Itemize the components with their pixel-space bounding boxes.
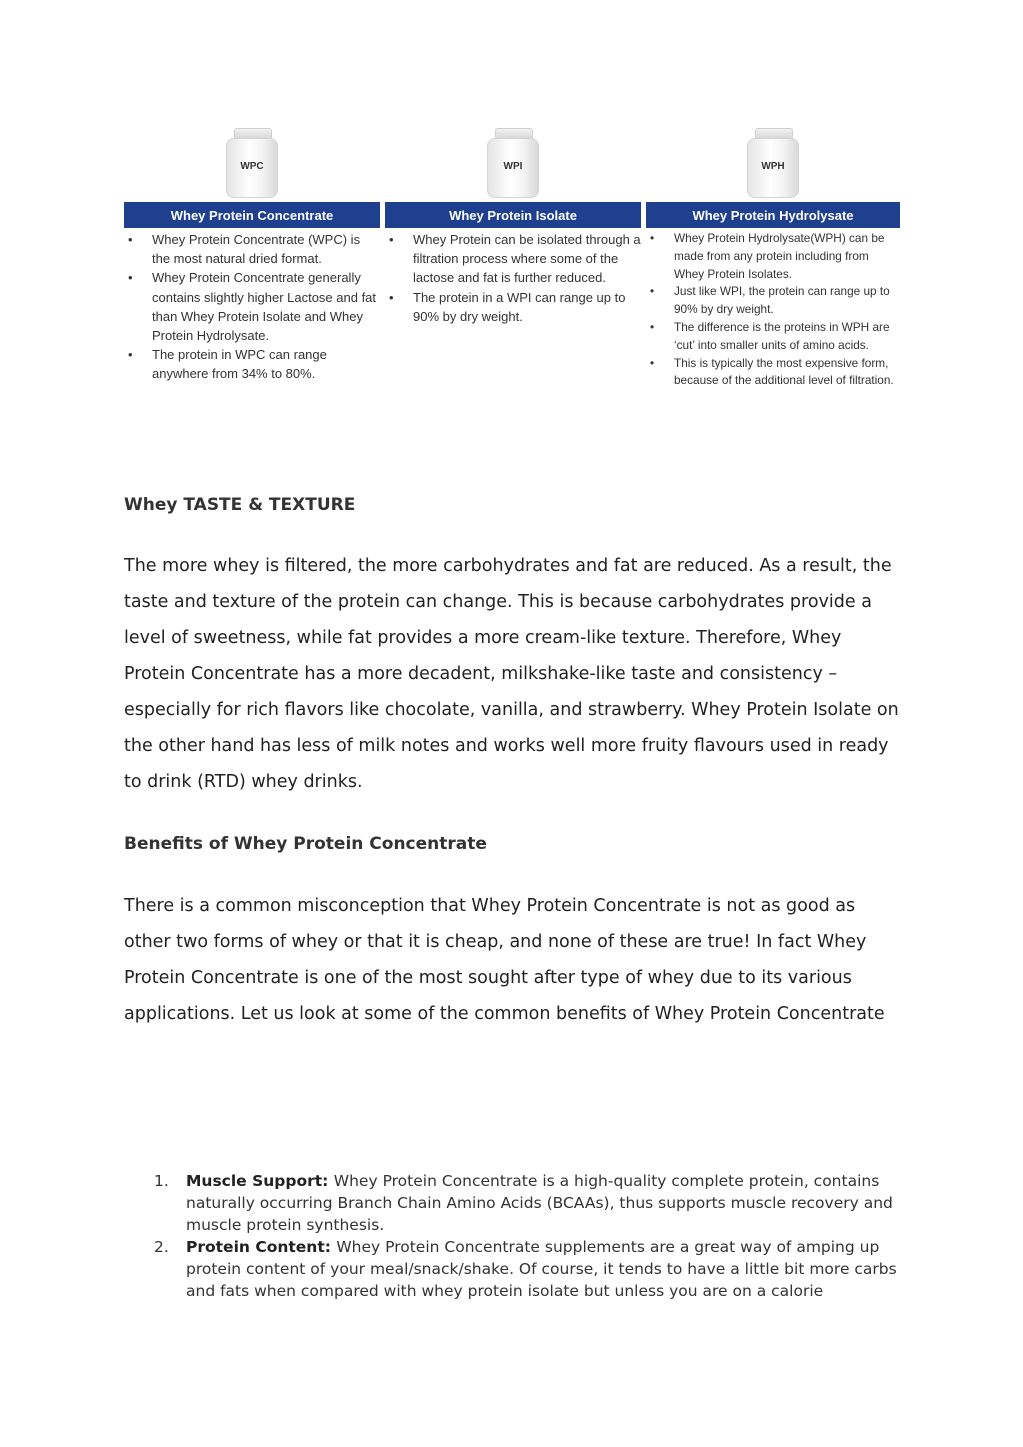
- wpc-point: • Whey Protein Concentrate (WPC) is the most natural dried format.: [152, 230, 380, 268]
- wpc-point: • Whey Protein Concentrate generally contains slightly higher Lactose and fat than Whey Protein Isolate and Whey Protein Hydrolysate.: [152, 268, 380, 345]
- benefit-item: [154, 1236, 906, 1302]
- wph-point: • Whey Protein Hydrolysate(WPH) can be made from any protein including from Whey Protein Isolates.: [674, 230, 900, 283]
- wpi-jar-image: [487, 128, 539, 198]
- benefit-title: Protein Content:: [186, 1238, 337, 1256]
- wpc-point: • The protein in WPC can range anywhere from 34% to 80%.: [152, 345, 380, 383]
- wph-jar-image: [747, 128, 799, 198]
- wpi-point: • The protein in a WPI can range up to 90% by dry weight.: [413, 288, 641, 326]
- wpi-jar-label: WPI: [503, 161, 523, 172]
- benefit-item: [154, 1170, 906, 1236]
- wph-point: • This is typically the most expensive form, because of the additional level of filtration.: [674, 355, 900, 391]
- wph-point: • The difference is the proteins in WPH are ‘cut’ into smaller units of amino acids.: [674, 319, 900, 355]
- benefit-number: 2.: [154, 1238, 169, 1256]
- benefits-list: [154, 1170, 906, 1302]
- benefit-text: Whey Protein Concentrate is a high-quality complete protein, contains naturally occurring Branch Chain Amino Acids (BCAAs), thus supports muscle recovery and muscle protein synthesis.: [186, 1172, 893, 1234]
- wpi-header: Whey Protein Isolate: [385, 202, 641, 228]
- wpi-point: • Whey Protein can be isolated through a filtration process where some of the lactose and fat is further reduced.: [413, 230, 641, 288]
- wph-column: [646, 126, 900, 456]
- wpc-jar-image: [226, 128, 278, 198]
- benefit-title: Muscle Support:: [186, 1172, 334, 1190]
- wph-jar-label: WPH: [761, 161, 785, 172]
- wpc-points: [124, 230, 380, 384]
- taste-heading: Whey TASTE & TEXTURE: [124, 495, 356, 515]
- wpc-column: [124, 126, 380, 456]
- wpi-points: [385, 230, 641, 326]
- wph-point: • Just like WPI, the protein can range up to 90% by dry weight.: [674, 283, 900, 319]
- whey-types-figure: [124, 126, 900, 456]
- benefit-text: Whey Protein Concentrate supplements are a great way of amping up protein content of your meal/snack/shake. Of course, it tends to have a little bit more carbs and fats when compared with whey protein isolate but unless you are on a calorie: [186, 1238, 897, 1300]
- taste-paragraph: The more whey is filtered, the more carbohydrates and fat are reduced. As a result, the taste and texture of the protein can change. This is because carbohydrates provide a level of sweetness, while fat provides a more cream-like texture. Therefore, Whey Protein Concentrate has a more decadent, milkshake-like taste and consistency – especially for rich flavors like chocolate, vanilla, and strawberry. Whey Protein Isolate on the other hand has less of milk notes and works well more fruity flavours used in ready to drink (RTD) whey drinks.: [124, 556, 899, 792]
- benefits-paragraph: There is a common misconception that Whey Protein Concentrate is not as good as other two forms of whey or that it is cheap, and none of these are true! In fact Whey Protein Concentrate is one of the most sought after type of whey due to its various applications. Let us look at some of the common benefits of Whey Protein Concentrate: [124, 896, 885, 1024]
- wpc-jar-label: WPC: [240, 161, 264, 172]
- benefit-number: 1.: [154, 1172, 169, 1190]
- wph-points: [646, 230, 900, 390]
- wpc-header: Whey Protein Concentrate: [124, 202, 380, 228]
- benefits-heading: Benefits of Whey Protein Concentrate: [124, 834, 487, 854]
- wpi-column: [385, 126, 641, 456]
- wph-header: Whey Protein Hydrolysate: [646, 202, 900, 228]
